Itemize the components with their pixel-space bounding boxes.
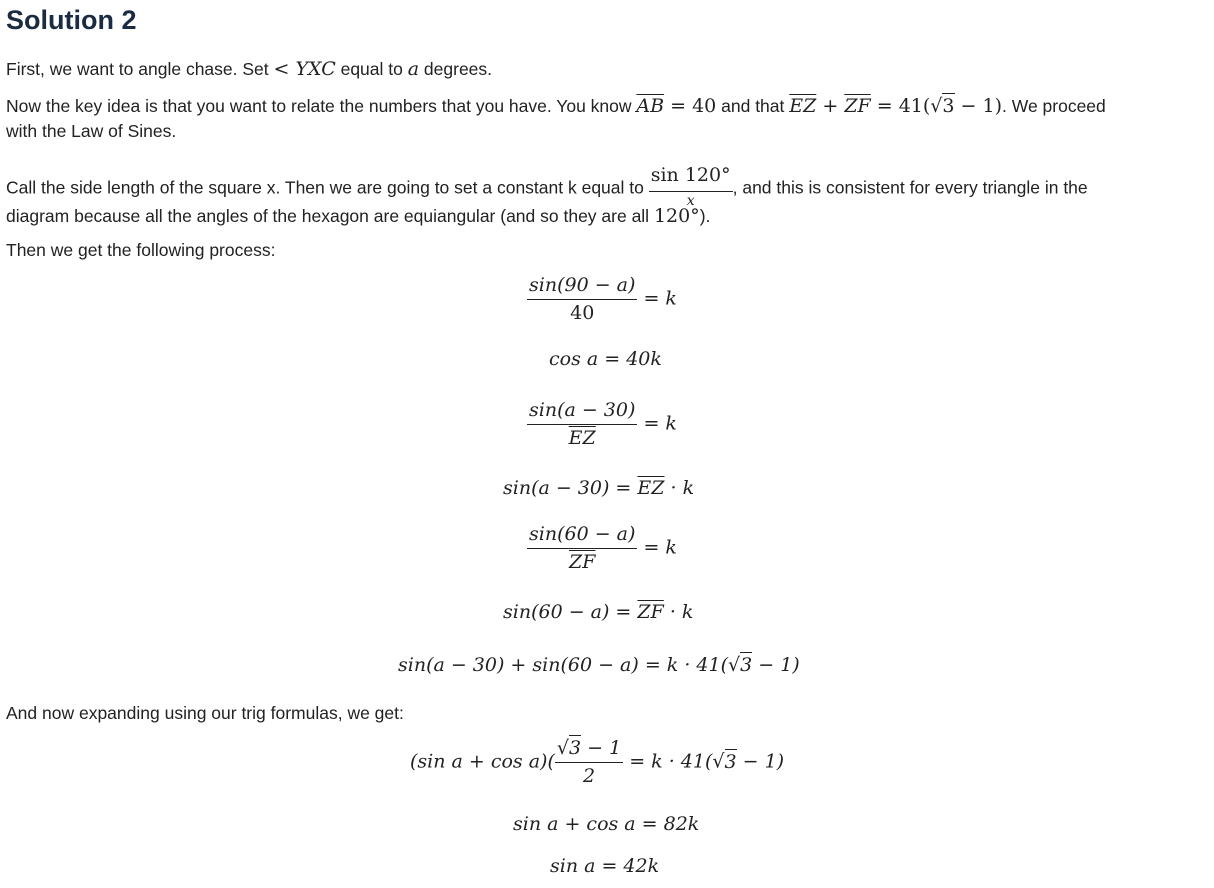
paragraph-expanding: And now expanding using our trig formulas, we get: <box>6 703 404 723</box>
paragraph-key-idea <box>6 92 1106 121</box>
text: degrees. <box>419 59 493 79</box>
paragraph-key-idea-cont: with the Law of Sines. <box>6 121 177 141</box>
rhs: = k · 41(√ <box>623 750 725 773</box>
numerator: sin(90 − a) <box>527 276 637 300</box>
equation-8 <box>410 739 784 786</box>
fraction <box>527 401 637 448</box>
math-segment: $\overline{ZF}$ <box>844 95 871 117</box>
equation-9: sin a + cos a = 82k <box>513 813 700 835</box>
equation-1 <box>527 276 677 323</box>
numerator: sin(a − 30) <box>527 401 637 425</box>
denominator <box>527 425 637 448</box>
lhs: (sin a + cos a)( <box>410 750 555 773</box>
text: Now the key idea is that you want to relate the numbers that you have. You know <box>6 96 637 116</box>
radicand: 3 <box>724 750 737 773</box>
math: = 41(√ <box>870 95 943 117</box>
lhs: sin(a − 30) + sin(60 − a) = k · 41(√ <box>398 654 741 676</box>
rhs: − 1) <box>752 654 800 676</box>
denominator: 40 <box>570 302 595 324</box>
equation-10: sin a = 42k <box>550 855 660 877</box>
equation-4 <box>503 479 694 498</box>
rhs-end: − 1) <box>736 750 785 773</box>
math-var: a <box>407 58 420 80</box>
denominator <box>527 549 637 572</box>
text: First, we want to angle chase. Set <box>6 59 274 79</box>
rhs: · k <box>663 601 694 623</box>
math-angle: < YXC <box>273 58 336 80</box>
numerator: sin 120° <box>649 164 733 192</box>
fraction <box>555 739 623 786</box>
text: Call the side length of the square x. Then we are going to set a constant k equal to <box>6 177 649 198</box>
sqrt-sign: √ <box>556 737 569 759</box>
text: − 1 <box>581 737 622 759</box>
paragraph-constant-k-cont <box>6 202 710 231</box>
text: , and this is consistent for every triangle in the <box>732 177 1088 198</box>
math-radicand: 3 <box>942 95 955 117</box>
rhs: · k <box>664 477 695 499</box>
paragraph-process: Then we get the following process: <box>6 240 276 260</box>
segment: EZ <box>568 427 596 449</box>
text: . We proceed <box>1002 96 1106 116</box>
math: − 1) <box>954 95 1003 117</box>
segment: $\overline{ZF}$ <box>637 601 664 623</box>
math-segment: $\overline{AB}$ <box>636 95 665 117</box>
math-segment: $\overline{EZ}$ <box>789 95 817 117</box>
segment: $\overline{EZ}$ <box>637 477 665 499</box>
equation-2: cos a = 40k <box>549 348 662 370</box>
numerator <box>555 739 623 763</box>
rhs: = k <box>643 536 677 559</box>
radicand: 3 <box>568 737 582 759</box>
text: diagram because all the angles of the hexagon are equiangular (and so they are all <box>6 206 654 226</box>
equation-7 <box>398 656 800 675</box>
denominator: 2 <box>582 765 596 787</box>
text: equal to <box>335 59 408 79</box>
rhs: = k <box>643 287 677 310</box>
lhs: sin(a − 30) = <box>503 477 638 499</box>
text: ). <box>699 206 711 226</box>
equation-6 <box>503 603 693 622</box>
fraction <box>527 525 637 572</box>
numerator: sin(60 − a) <box>527 525 637 549</box>
paragraph-angle-chase <box>6 55 492 84</box>
math-angle: 120° <box>653 205 700 227</box>
equation-3 <box>527 401 677 448</box>
denominator: x <box>686 192 695 209</box>
fraction <box>527 276 637 323</box>
equation-5 <box>527 525 677 572</box>
page-title: Solution 2 <box>6 5 137 35</box>
math: = 40 <box>664 95 717 117</box>
segment: ZF <box>569 551 596 573</box>
lhs: sin(60 − a) = <box>503 601 638 623</box>
rhs: = k <box>643 412 677 435</box>
text: and that <box>716 96 790 116</box>
math: + <box>816 95 845 117</box>
radicand: 3 <box>740 654 753 676</box>
